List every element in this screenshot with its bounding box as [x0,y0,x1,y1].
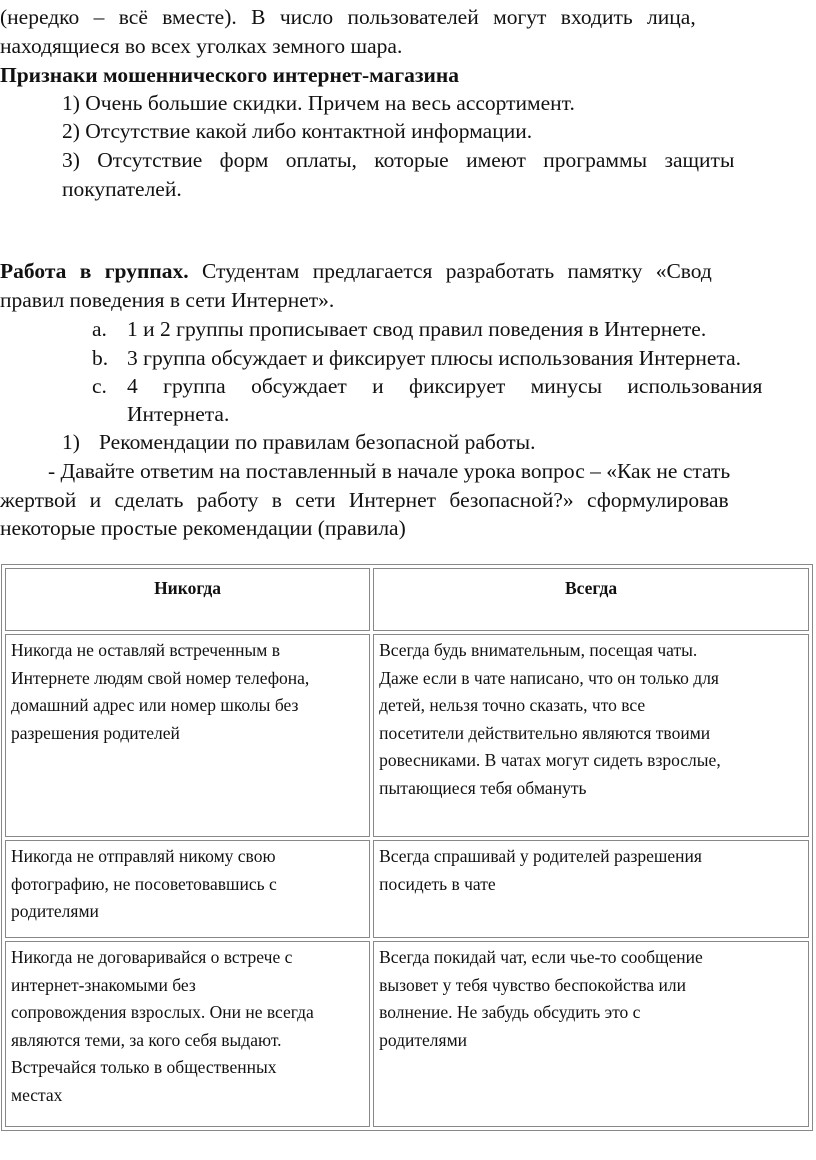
intro-line-1: (нередко – всё вместе). В число пользователей могут входить лица, [0,5,696,29]
table-row [5,941,809,1127]
cell-line: фотографию, не посоветовавшись с [11,873,277,894]
cell-line: посидеть в чате [379,873,496,894]
cell-line: разрешения родителей [11,722,180,743]
cell-line: родителями [11,901,99,921]
list-marker-c: c. [92,374,107,398]
scam-sign-item-3: 3) Отсутствие форм оплаты, которые имеют программы защиты [62,148,735,172]
always-cell [373,941,809,1127]
cell-line: Всегда будь внимательным, посещая чаты. [379,640,698,660]
cell-line: являются теми, за кого себя выдают. [11,1029,282,1050]
scam-sign-item-2: 2) Отсутствие какой либо контактной информации. [62,119,533,143]
scam-signs-heading: Признаки мошеннического интернет-магазина [0,63,460,87]
list-marker-a: a. [92,317,107,341]
cell-line: Интернете людям свой номер телефона, [11,667,310,688]
cell-line: пытающиеся тебя обмануть [379,777,587,798]
cell-line: сопровождения взрослых. Они не всегда [11,1002,314,1022]
list-marker-b: b. [92,346,109,370]
cell-line: Даже если в чате написано, что он только для [379,667,719,688]
header-never: Никогда [5,568,370,631]
group-item-a: 1 и 2 группы прописывает свод правил поведения в Интернете. [127,317,707,341]
never-cell [5,634,370,837]
always-cell [373,840,809,938]
cell-line: Встречайся только в общественных [11,1057,277,1077]
cell-line: родителями [379,1029,468,1050]
never-cell [5,941,370,1127]
group-item-c-cont: Интернета. [127,402,230,426]
cell-line: Всегда покидай чат, если чье-то сообщение [379,947,703,967]
group-item-c: 4 группа обсуждает и фиксирует минусы использования [127,374,763,398]
group-work-line-2: правил поведения в сети Интернет». [0,288,335,312]
recommendations-para-line-2: жертвой и сделать работу в сети Интернет безопасной?» сформулировав [0,488,729,512]
intro-line-2: находящиеся во всех уголках земного шара. [0,34,403,58]
always-cell [373,634,809,837]
group-work-label: Работа в группах. [0,259,189,283]
group-work-line-1 [0,257,816,286]
cell-line: интернет-знакомыми без [11,974,196,995]
group-item-b: 3 группа обсуждает и фиксирует плюсы использования Интернета. [127,346,742,370]
cell-line: домашний адрес или номер школы без [11,695,299,715]
cell-line: посетители действительно являются твоими [379,722,711,743]
cell-line: Никогда не отправляй никому свою [11,846,276,866]
table-row [5,634,809,837]
cell-line: ровесниками. В чатах могут сидеть взрослые, [379,750,721,770]
group-work-text: Студентам предлагается разработать памятку «Свод [188,259,712,283]
table-row [5,840,809,938]
scam-sign-item-3-cont: покупателей. [62,177,182,201]
recommendations-para-line-1: - Давайте ответим на поставленный в начале урока вопрос – «Как не стать [48,459,731,483]
cell-line: местах [11,1084,63,1105]
cell-line: детей, нельзя точно сказать, что все [379,695,646,715]
cell-line: Всегда спрашивай у родителей разрешения [379,846,702,866]
scam-sign-item-1: 1) Очень большие скидки. Причем на весь ассортимент. [62,91,575,115]
cell-line: волнение. Не забудь обсудить это с [379,1002,641,1022]
header-always: Всегда [373,568,809,631]
cell-line: Никогда не оставляй встреченным в [11,640,281,660]
recommendations-marker: 1) [62,430,80,454]
never-cell [5,840,370,938]
table-header-row [5,568,809,631]
recommendations-para-line-3: некоторые простые рекомендации (правила) [0,516,406,540]
recommendations-title: Рекомендации по правилам безопасной работы. [99,430,536,454]
cell-line: Никогда не договаривайся о встрече с [11,947,293,967]
cell-line: вызовет у тебя чувство беспокойства или [379,974,687,995]
rules-table [1,564,813,1131]
